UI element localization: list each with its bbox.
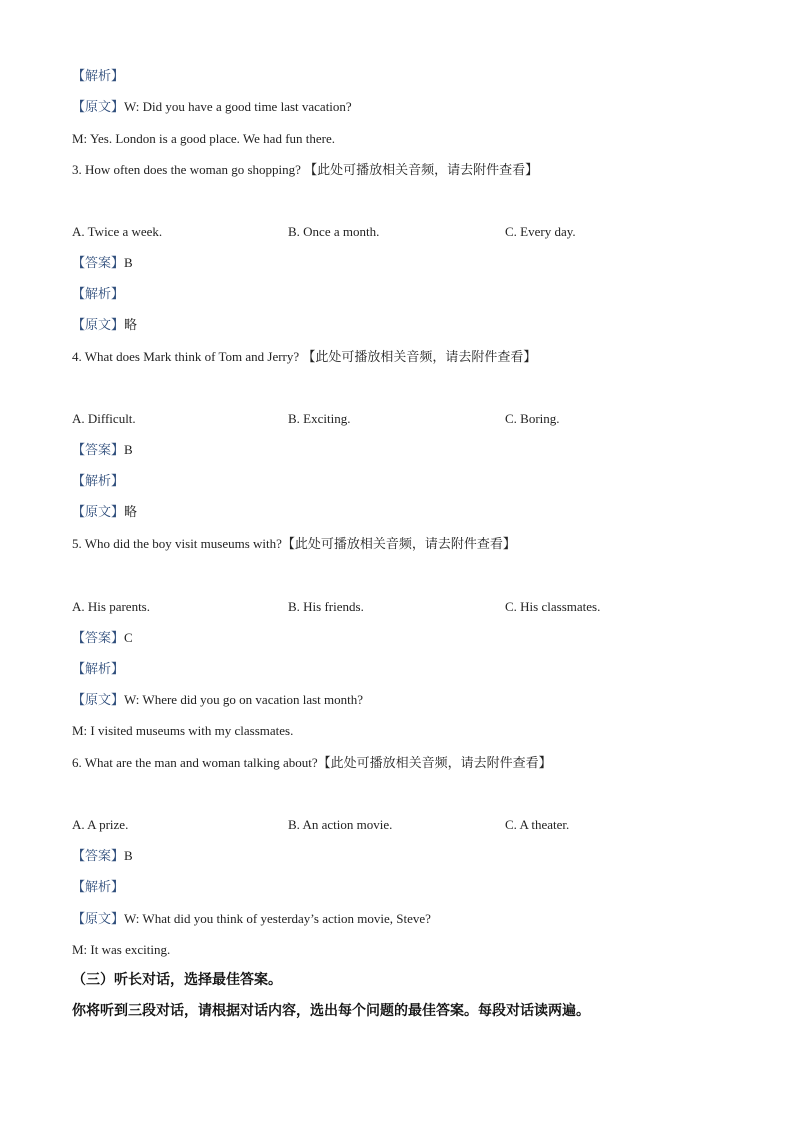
analysis-label: 【解析】 bbox=[72, 661, 125, 676]
option-b: B. Once a month. bbox=[288, 224, 380, 239]
question-6-stem: 6. What are the man and woman talking about?【此处可播放相关音频，请去附件查看】 bbox=[72, 755, 552, 770]
option-a: A. A prize. bbox=[72, 817, 129, 832]
analysis-label: 【解析】 bbox=[72, 286, 125, 301]
option-a: A. Difficult. bbox=[72, 411, 136, 426]
original-text: 【原文】W: Where did you go on vacation last month? bbox=[72, 692, 364, 707]
question-4-options bbox=[72, 410, 722, 428]
section-heading: （三）听长对话，选择最佳答案。 bbox=[72, 973, 282, 988]
dialogue-line: M: It was exciting. bbox=[72, 942, 171, 957]
option-c: C. Every day. bbox=[505, 224, 576, 239]
answer-label: 【答案】B bbox=[72, 848, 133, 863]
option-b: B. An action movie. bbox=[288, 817, 393, 832]
question-3-stem: 3. How often does the woman go shopping? 【此处可播放相关音频，请去附件查看】 bbox=[72, 162, 539, 177]
analysis-label: 【解析】 bbox=[72, 68, 125, 83]
answer-label: 【答案】C bbox=[72, 630, 133, 645]
analysis-label: 【解析】 bbox=[72, 879, 125, 894]
option-b: B. Exciting. bbox=[288, 411, 351, 426]
question-4-stem: 4. What does Mark think of Tom and Jerry? 【此处可播放相关音频，请去附件查看】 bbox=[72, 349, 537, 364]
answer-label: 【答案】B bbox=[72, 255, 133, 270]
option-c: C. Boring. bbox=[505, 411, 560, 426]
original-text: 【原文】W: Did you have a good time last vacation? bbox=[72, 99, 352, 114]
section-instruction: 你将听到三段对话，请根据对话内容，选出每个问题的最佳答案。每段对话读两遍。 bbox=[72, 1004, 590, 1019]
question-3-options bbox=[72, 223, 722, 241]
analysis-label: 【解析】 bbox=[72, 473, 125, 488]
option-a: A. Twice a week. bbox=[72, 224, 163, 239]
original-text: 【原文】W: What did you think of yesterday’s action movie, Steve? bbox=[72, 911, 431, 926]
option-b: B. His friends. bbox=[288, 599, 364, 614]
question-6-options bbox=[72, 816, 722, 834]
dialogue-line: M: Yes. London is a good place. We had fun there. bbox=[72, 131, 336, 146]
option-c: C. A theater. bbox=[505, 817, 570, 832]
original-text: 【原文】略 bbox=[72, 317, 138, 332]
option-c: C. His classmates. bbox=[505, 599, 601, 614]
answer-label: 【答案】B bbox=[72, 442, 133, 457]
question-5-options bbox=[72, 598, 722, 616]
original-text: 【原文】略 bbox=[72, 504, 138, 519]
option-a: A. His parents. bbox=[72, 599, 150, 614]
dialogue-line: M: I visited museums with my classmates. bbox=[72, 723, 294, 738]
question-5-stem: 5. Who did the boy visit museums with?【此处可播放相关音频，请去附件查看】 bbox=[72, 536, 516, 551]
